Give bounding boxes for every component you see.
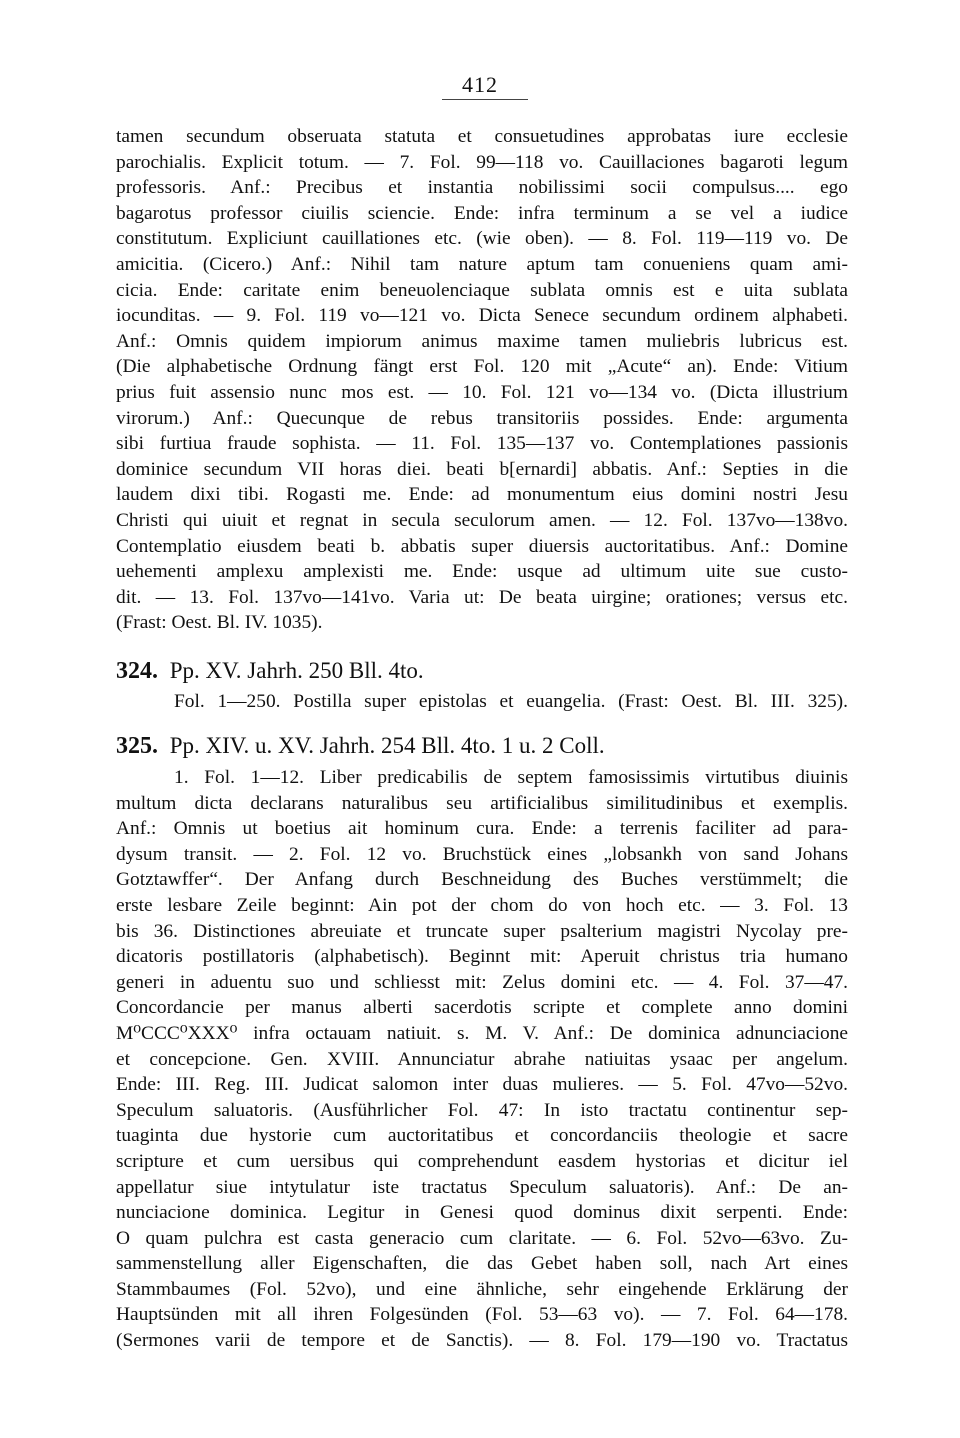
entry-324-body bbox=[116, 689, 848, 715]
text-line: uehementi amplexu amplexisti me. Ende: usque ad ultimum uite sue custo- bbox=[116, 561, 848, 583]
text-line: sibi furtiua fraude sophista. — 11. Fol. 135—137 vo. Contemplationes passionis bbox=[116, 433, 848, 455]
text-line: Contemplatio eiusdem beati b. abbatis super diuersis auctoritatibus. Anf.: Domine bbox=[116, 535, 848, 557]
text-line: multum dicta declarans naturalibus seu artificialibus similitudinibus et exemplis. bbox=[116, 792, 848, 814]
text-line: dicatoris postillatoris (alphabetisch). Beginnt mit: Aperuit christus tria humano bbox=[116, 946, 848, 968]
text-line: virorum.) Anf.: Quecunque de rebus transitoriis possides. Ende: argumenta bbox=[116, 407, 848, 429]
text-line: professoris. Anf.: Precibus et instantia nobilissimi socii compulsus.... ego bbox=[116, 177, 848, 199]
text-line: bis 36. Distinctiones abreuiate et truncate super psalterium magistri Nycolay pre- bbox=[116, 920, 848, 942]
text-line: 1. Fol. 1—12. Liber predicabilis de septem famosissimis virtutibus diuinis bbox=[174, 767, 848, 788]
entry-324-heading bbox=[116, 658, 424, 685]
text-line: laudem dixi tibi. Rogasti me. Ende: ad monumentum eius domini nostri Jesu bbox=[116, 484, 848, 506]
text-line: dominice secundum VII horas diei. beati b[ernardi] abbatis. Anf.: Septies in die bbox=[116, 458, 848, 480]
text-line: Concordancie per manus alberti sacerdotis scripte et complete anno domini bbox=[116, 997, 848, 1019]
text-line: scripture et cum uersibus qui comprehendunt easdem hystorias et dicitur iel bbox=[116, 1150, 848, 1172]
entry-325-heading bbox=[116, 733, 605, 760]
text-line: et concepcione. Gen. XVIII. Annunciatur abrahe natiuitas ysaac per angelum. bbox=[116, 1048, 848, 1070]
entry-description: Pp. XV. Jahrh. 250 Bll. 4to. bbox=[169, 658, 424, 683]
text-line: iocunditas. — 9. Fol. 119 vo—121 vo. Dicta Senece secundum ordinem alphabeti. bbox=[116, 305, 848, 327]
text-line: parochialis. Explicit totum. — 7. Fol. 99—118 vo. Cauillaciones bagaroti legum bbox=[116, 151, 848, 173]
entry-323-continuation bbox=[116, 124, 848, 636]
text-line: Anf.: Omnis quidem impiorum animus maxime tamen muliebris lubricus est. bbox=[116, 330, 848, 352]
text-line: Christi qui uiuit et regnat in secula seculorum amen. — 12. Fol. 137vo—138vo. bbox=[116, 509, 848, 531]
text-line: tamen secundum obseruata statuta et consuetudines approbatas iure ecclesie bbox=[116, 126, 848, 147]
text-line: (Die alphabetische Ordnung fängt erst Fol. 120 mit „Acute“ an). Ende: Vitium bbox=[116, 356, 848, 378]
text-line: constitutum. Expliciunt cauillationes etc. (wie oben). — 8. Fol. 119—119 vo. De bbox=[116, 228, 848, 250]
page-number-rule bbox=[442, 99, 528, 100]
text-line: appellatur siue intytulatur iste tractatus Speculum saluatoris). Anf.: De an- bbox=[116, 1176, 848, 1198]
text-line: generi in aduentu suo und schliesst mit: Zelus domini etc. — 4. Fol. 37—47. bbox=[116, 971, 848, 993]
text-line: O quam pulchra est casta generacio cum claritate. — 6. Fol. 52vo—63vo. Zu- bbox=[116, 1227, 848, 1249]
text-line: nunciacione dominica. Legitur in Genesi quod dominus dixit serpenti. Ende: bbox=[116, 1202, 848, 1224]
text-line: Hauptsünden mit all ihren Folgesünden (Fol. 53—63 vo). — 7. Fol. 64—178. bbox=[116, 1304, 848, 1326]
text-line: sammenstellung aller Eigenschaften, die das Gebet haben soll, nach Art eines bbox=[116, 1253, 848, 1275]
text-line: (Sermones varii de tempore et de Sanctis). — 8. Fol. 179—190 vo. Tractatus bbox=[116, 1330, 848, 1352]
text-line: tuaginta due hystorie cum auctoritatibus et concordanciis theologie et sacre bbox=[116, 1125, 848, 1147]
text-line: dysum transit. — 2. Fol. 12 vo. Bruchstück eines „lobsankh von sand Johans bbox=[116, 843, 848, 865]
text-line: prius fuit assensio nunc mos est. — 10. Fol. 121 vo—134 vo. (Dicta illustrium bbox=[116, 381, 848, 403]
text-line: Stammbaumes (Fol. 52vo), und eine ähnliche, sehr eingehende Erklärung der bbox=[116, 1278, 848, 1300]
entry-325-body bbox=[116, 765, 848, 1354]
text-line: Fol. 1—250. Postilla super epistolas et euangelia. (Frast: Oest. Bl. III. 325). bbox=[174, 691, 848, 712]
entry-description: Pp. XIV. u. XV. Jahrh. 254 Bll. 4to. 1 u. 2 Coll. bbox=[169, 733, 605, 758]
text-line: erste lesbare Zeile beginnt: Ain pot der chom do von hoch etc. — 3. Fol. 13 bbox=[116, 894, 848, 916]
text-line: Anf.: Omnis ut boetius ait hominum cura. Ende: a terrenis faciliter ad para- bbox=[116, 818, 848, 840]
entry-number: 325. bbox=[116, 733, 158, 759]
text-line: amicitia. (Cicero.) Anf.: Nihil tam nature aptum tam conueniens quam ami- bbox=[116, 253, 848, 275]
text-line: bagarotus professor ciuilis sciencie. Ende: infra terminum a se vel a iudice bbox=[116, 202, 848, 224]
entry-number: 324. bbox=[116, 658, 158, 684]
text-line: Gotztawffer“. Der Anfang durch Beschneidung des Buches verstümmelt; die bbox=[116, 869, 848, 891]
text-line: cicia. Ende: caritate enim beneuolenciaque sublata omnis est e uita sublata bbox=[116, 279, 848, 301]
text-line: dit. — 13. Fol. 137vo—141vo. Varia ut: De beata uirgine; orationes; versus etc. bbox=[116, 586, 848, 608]
text-line: M⁰CCC⁰XXX⁰ infra octauam natiuit. s. M. V. Anf.: De dominica adnunciacione bbox=[116, 1022, 848, 1044]
text-line: Ende: III. Reg. III. Judicat salomon inter duas mulieres. — 5. Fol. 47vo—52vo. bbox=[116, 1074, 848, 1096]
page-number: 412 bbox=[462, 72, 498, 97]
text-line: Speculum saluatoris. (Ausführlicher Fol. 47: In isto tractatu continentur sep- bbox=[116, 1099, 848, 1121]
text-line: (Frast: Oest. Bl. IV. 1035). bbox=[116, 612, 323, 634]
